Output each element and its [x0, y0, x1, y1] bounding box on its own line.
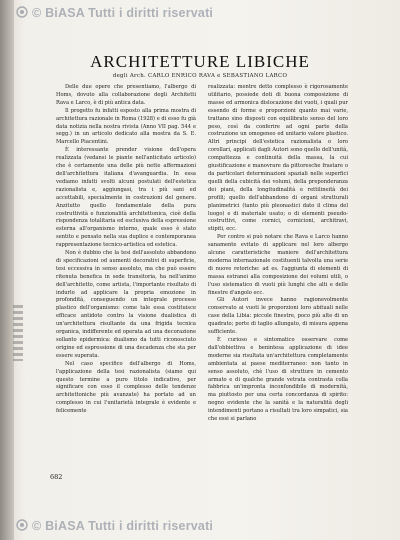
paragraph: Nel caso specifico dell'albergo di Homs, l'applicazione della tesi razionalista (siamo qui questo termine a puro titolo indicativo, per significare con esso il complesso delle tendenze architettoniche più avanzate) ha portato ad un complesso in cui l'unitarietà integrale è evidente e felicemente	[56, 360, 196, 415]
watermark-top	[16, 6, 213, 21]
paragraph: Il progetto fu infatti esposto alla prima mostra di architettura razionale in Roma (1928) e di esso fu già data notizia nella nostra rivista (Anno VII pag. 544 e segg.) in un articolo dedicato alla mostra da S. E. Marcello Piacentini.	[56, 107, 196, 146]
biasa-logo-icon	[16, 6, 28, 21]
biasa-logo-icon	[16, 519, 28, 534]
paragraph: Per contro si può notare che Rava e Larco hanno sanamente evitato di applicare nel loro albergo alcune caratteristiche maniere dell'architettura moderna internazionale costituenti talvolta una serie di nuove retoriche: ad es. l'aggiunta di elementi di massa estranei alla composizione dei volumi utili, o l'uso sistematico di vuoti più lunghi che alti e delle finestre d'angolo ecc.	[208, 234, 348, 296]
paragraph: È curioso e sintomatico osservare come dall'obbiettiva e benintesa applicazione di idee moderne sia risultata un'architettura completamente ambientata ai paese mediterraneo: non tanto in senso assoluto, chè l'uso di strutture in cemento armato e di qualche grande vetrata contrasta colla fabbrica un'impronta inconfondibile di modernità, ma piuttosto per una certa concordanza di spirito: negno evidente che la sanità e la naturalità degli intendimenti portano a risultati tra loro simpatici, sia che essi si parlano	[208, 337, 348, 423]
book-binding-shadow	[0, 0, 14, 540]
paragraph: realizzata: mentre detto complesso è rigorosamente utilitario, possiede doti di buona composizione di masse ed armonica dislocazione dei vuoti, i quali pur essendo di forme e proporzioni quanto mai varie, trattano sino disposti con equilibrato senso del loro peso, così da conferire ad ogni parte della costruzione un omogeneo ed unitario valore plastico. Altri principi dell'estetica razionalista o loro corollari, applicati dagli Autori sono quello dell'unità, compattezza e continuità della massa, la cui giustificazione e manovrare da pittoresche frastare o da particolari determinazioni spaziali nelle superfici quelli della cubicità dei volumi, della preponderanza dei piani, della longitudinalità e rettilineità dei profili; quello dell'abbandono di organi strutturali planimetrici (tanto più pleonastici dato il clima del luogo) e di materiale usato; o di elementi pseudo-costruttivi, come cornici, cornicioni, architravi, stipiti, ecc.	[208, 84, 348, 233]
watermark-bottom	[16, 519, 213, 534]
paragraph: È interessante prender visione dell'opera realizzata (vedansi le piante nell'anticitato articolo) che è certamente una delle più nette affermazioni dell'architettura italiana d'avanguardia. In essa vediamo infatti svolti alcuni postulati dell'estetica razionalista e, aggiungasi, tra i più sani ed accettabili, specialmente in costruzioni del genere. Anzitutto quello fondamentale della pura costruttività e funzionalità architettonica, cioè della rispondenza totalitaria ed esclusiva della espressione esterna all'organismo interno, quale esso è stato sentito e pensato nella sua duplice e contemporanea rappresentazione tecnico-artistica ed estetica.	[56, 147, 196, 249]
text-column-right	[208, 84, 348, 424]
article-title: ARCHITETTURE LIBICHE	[90, 52, 310, 71]
paragraph: Delle due opere che presentiamo, l'albergo di Homs, dovuto alla collaborazione degli Architetti Rava e Larco, è di più antica data.	[56, 84, 196, 106]
page-number: 682	[50, 473, 63, 481]
article-authors: degli Arch. CARLO ENRICO RAVA e SEBASTIANO LARCO	[112, 73, 288, 79]
watermark-bottom-text: © BiASA Tutti i diritti riservati	[32, 519, 214, 533]
paragraph: Gli Autori invece hanno ragionevolmente conservato ai vuoti le proporzioni loro abituali nelle case della Libia: piccole finestre, poco più alte di un quadrato; porte di taglio allungato, di misura appena sufficiente.	[208, 297, 348, 336]
text-column-left	[56, 84, 196, 416]
scan-margin-mark	[13, 305, 23, 361]
paragraph: Non è dubbio che la tesi dell'assoluto abbandono di specificazioni od aumenti decorativi di superficie, tesi eccessiva in senso assoluto, ma che può essere ritenuta benefica in sede transitoria, ha nell'animo dell'architetto, come artista, l'importante risultato di indurlo ad applicare la propria emozione in profondità, conseguendo un integrale processo plastico dell'organismo: come tale essa costituisce efficace antidoto contro la visione dualistica di un'architettura risultante da una frigida tecnica organica, indifferente ed operata ad una decorazione sollanto epidermica: dualismo da tutti riconosciuto origine ed espressione di una decadenza che sta per essere superata.	[56, 250, 196, 359]
watermark-top-text: © BiASA Tutti i diritti riservati	[32, 6, 214, 20]
